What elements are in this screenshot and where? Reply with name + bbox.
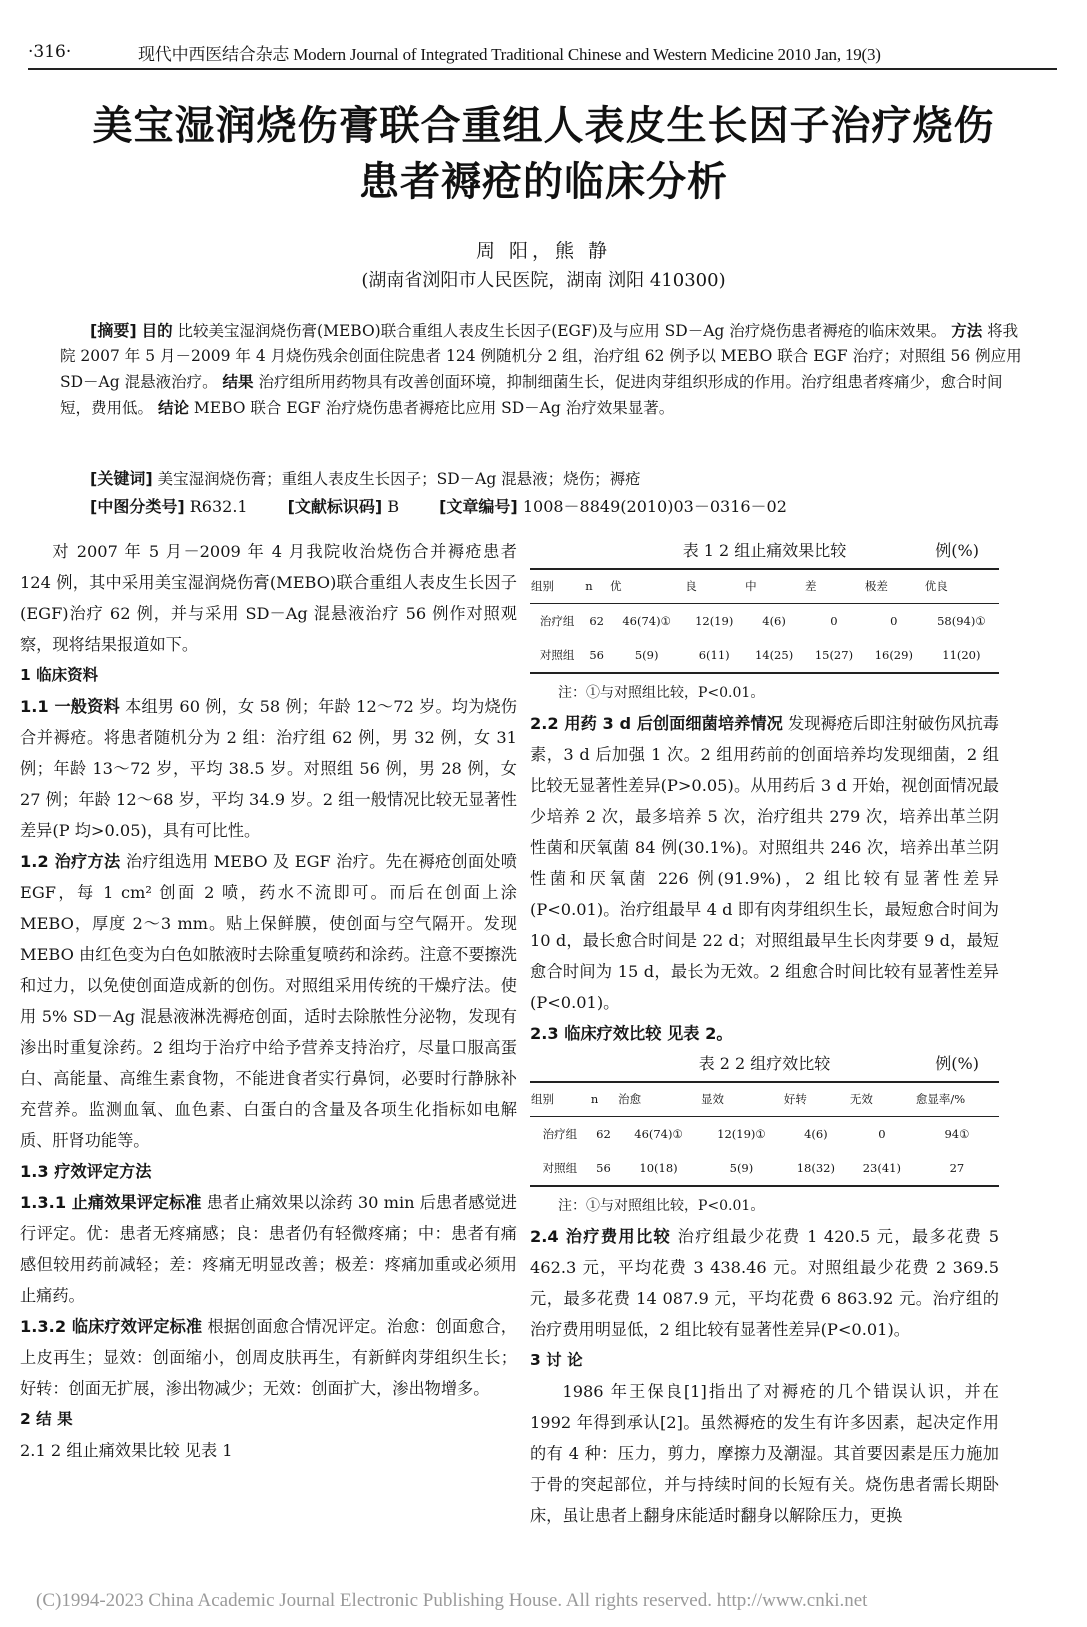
table-cell: 5(9) [609,638,684,673]
table-cell: 14(25) [744,638,804,673]
table-cell: 94① [944,1126,970,1141]
table-header-cell: 无效 [849,1082,915,1117]
table-1-unit: 例(%) [935,541,979,560]
abstract-objective: 比较美宝湿润烧伤膏(MEBO)联合重组人表皮生长因子(EGF)及与应用 SD－Ag 治疗烧伤患者褥疮的临床效果。 [177,322,947,340]
table-cell: 对照组 [530,638,584,673]
section-1-2-text: 治疗组选用 MEBO 及 EGF 治疗。先在褥疮创面处喷 EGF，每 1 cm² 创面 2 喷，药水不流即可。而后在创面上涂 MEBO，厚度 2～3 mm。贴上保鲜膜，使创面与空气隔开。发现 MEBO 由红色变为白色如脓液时去除重复喷药和涂药。注意不要擦洗和过力，以免使创面造成新的创伤。对照组采用传统的干燥疗法。使用 5% SD－Ag 混悬液淋洗褥疮创面，适时去除脓性分泌物，发现有渗出时重复涂药。2 组均于治疗中给予营养支持治疗，尽量口服高蛋白、高能量、高维生素食物，不能进食者实行鼻饲，必要时行静脉补充营养。监测血氧、血色素、白蛋白的含量及各项生化指标如电解质、肝肾功能等。 [20,852,517,1150]
journal-citation: 现代中西医结合杂志 Modern Journal of Integrated Traditional Chinese and Western Medicine 2010 Jan, 19(3) [138,44,881,64]
abstract-methods: 将我院 2007 年 5 月－2009 年 4 月烧伤残余创面住院患者 124 例随机分 2 组，治疗组 62 例予以 MEBO 联合 EGF 治疗；对照组 56 例应用 SD－Ag 混悬液治疗。 [60,322,1022,391]
table-header-cell: 好转 [783,1082,849,1117]
abstract-methods-label: 方法 [951,321,983,340]
document-code-value: B [387,497,400,516]
table-header-cell: 良 [684,569,744,604]
table-cell: 16(29) [864,638,924,673]
table-cell: 18(32) [783,1151,849,1186]
table-cell: 对照组 [530,1151,590,1186]
table-cell: 58(94)① [937,613,986,628]
abstract-conclusion-label: 结论 [157,398,189,417]
section-2-3: 2.3 临床疗效比较 见表 2。 [530,1024,733,1043]
table-cell: 11(20) [924,638,999,673]
title-line-2: 患者褥疮的临床分析 [359,159,728,205]
table-cell: 0 [878,1126,886,1141]
table-2 [530,1081,999,1187]
section-1-3-2-text: 根据创面愈合情况评定。治愈：创面愈合，上皮再生；显效：创面缩小，创周皮肤再生，有新鲜肉芽组织生长；好转：创面无扩展，渗出物减少；无效：创面扩大，渗出物增多。 [20,1317,517,1398]
table-cell: 56 [584,638,609,673]
title-line-1: 美宝湿润烧伤膏联合重组人表皮生长因子治疗烧伤 [92,103,995,149]
table-header-cell: 治愈 [617,1082,700,1117]
authors: 周 阳，熊 静 [475,240,612,262]
clc-value: R632.1 [189,497,248,516]
section-2-4-text: 治疗组最少花费 1 420.5 元，最多花费 5 462.3 元，平均花费 3 438.46 元。对照组最少花费 2 369.5 元，最多花费 14 087.9 元，平均花费 6 863.92 元。治疗组的治疗费用明显低，2 组比较有显著性差异(P<0.01)。 [530,1227,1000,1339]
table-1-title: 表 1 2 组止痛效果比较 [682,541,847,560]
table-cell: 62 [589,613,604,628]
classification-row [90,494,1030,519]
article-title [0,98,1087,210]
intro-paragraph: 对 2007 年 5 月－2009 年 4 月我院收治烧伤合并褥疮患者 124 例，其中采用美宝湿润烧伤膏(MEBO)联合重组人表皮生长因子(EGF)治疗 62 例，并与采用 SD－Ag 混悬液治疗 56 例作对照观察，现将结果报道如下。 [20,542,517,654]
table-2-unit: 例(%) [935,1054,979,1073]
keywords [60,466,1060,492]
section-2-2 [530,708,999,1018]
table-cell: 56 [590,1151,617,1186]
section-1-1 [20,691,517,846]
section-3-heading: 3 讨 论 [530,1351,583,1369]
table-2-caption [530,1049,999,1079]
table-header-cell: n [590,1082,617,1117]
table-cell: 治疗组 [542,1126,578,1141]
article-id [439,494,787,519]
table-cell: 5(9) [700,1151,783,1186]
section-3-text: 1986 年王保良[1]指出了对褥疮的几个错误认识，并在 1992 年得到承认[2]。虽然褥疮的发生有许多因素，起决定作用的有 4 种：压力，剪力，摩擦力及潮湿。其首要因素是压力施加于骨的突起部位，并与持续时间的长短有关。烧伤患者需长期卧床，虽让患者上翻身床能适时翻身以解除压力，更换 [530,1382,999,1525]
table-row [530,1117,999,1152]
section-1-3-1-heading: 1.3.1 止痛效果评定标准 [20,1193,202,1212]
document-code-label: [文献标识码] [287,497,383,516]
table-cell: 27 [915,1151,999,1186]
section-1-heading: 1 临床资料 [20,666,99,684]
clc-label: [中图分类号] [90,497,185,516]
table-header-cell: 组别 [530,569,584,604]
table-header-cell: 优良 [924,569,999,604]
section-2-heading: 2 结 果 [20,1410,73,1428]
section-2-1: 2.1 2 组止痛效果比较 见表 1 [20,1441,233,1460]
table-cell: 0 [830,613,838,628]
section-2-2-heading: 2.2 用药 3 d 后创面细菌培养情况 [530,714,783,733]
section-1-2 [20,846,517,1156]
affiliation: (湖南省浏阳市人民医院，湖南 浏阳 410300) [361,270,726,291]
abstract-conclusion: MEBO 联合 EGF 治疗烧伤患者褥疮比应用 SD－Ag 治疗效果显著。 [193,399,675,417]
table-cell: 12(19) [695,613,734,628]
clc-number [90,494,248,519]
table-header-cell: 愈显率/% [915,1082,999,1117]
table-1 [530,568,999,674]
section-1-1-heading: 1.1 一般资料 [20,697,120,716]
right-column [530,536,999,1531]
table-header-cell: 组别 [530,1082,590,1117]
section-1-3-heading: 1.3 疗效评定方法 [20,1162,152,1181]
table-cell: 6(11) [684,638,744,673]
table-2-title: 表 2 2 组疗效比较 [698,1054,831,1073]
left-column [20,536,517,1466]
table-1-note: 注：①与对照组比较，P<0.01。 [558,685,765,701]
table-cell: 46(74)① [622,613,671,628]
section-1-3-1 [20,1187,517,1311]
abstract [60,318,1030,421]
table-cell: 治疗组 [539,613,575,628]
running-header [28,36,1057,70]
table-row [530,1151,999,1186]
copyright-footer: (C)1994-2023 China Academic Journal Electronic Publishing House. All rights reserved. http://www.cnki.net [36,1590,868,1611]
keywords-text: 美宝湿润烧伤膏；重组人表皮生长因子；SD－Ag 混悬液；烧伤；褥疮 [157,470,641,488]
article-id-label: [文章编号] [439,497,518,516]
table-header-cell: 差 [804,569,864,604]
table-header-cell: 极差 [864,569,924,604]
table-header-cell: 显效 [700,1082,783,1117]
table-cell: 4(6) [804,1126,828,1141]
table-cell: 0 [890,613,898,628]
table-cell: 4(6) [762,613,786,628]
section-1-1-text: 本组男 60 例，女 58 例；年龄 12～72 岁。均为烧伤合并褥疮。将患者随机分为 2 组：治疗组 62 例，男 32 例，女 31 例；年龄 13～72 岁，平均 38.5 岁。对照组 56 例，男 28 例，女 27 例；年龄 12～68 岁，平均 34.9 岁。2 组一般情况比较无显著性差异(P 均>0.05)，具有可比性。 [20,697,517,840]
table-cell: 10(18) [617,1151,700,1186]
section-1-3-1-text: 患者止痛效果以涂药 30 min 后患者感觉进行评定。优：患者无疼痛感；良：患者仍有轻微疼痛；中：患者有痛感但较用药前减轻；差：疼痛无明显改善；极差：疼痛加重或必须用止痛药。 [20,1193,517,1305]
table-cell: 62 [596,1126,611,1141]
table-header-cell: n [584,569,609,604]
table-header-cell: 中 [744,569,804,604]
table-cell: 12(19)① [717,1126,766,1141]
abstract-objective-label: 目的 [141,321,173,340]
section-2-4 [530,1221,999,1345]
table-2-note: 注：①与对照组比较，P<0.01。 [558,1198,765,1214]
document-code [288,494,400,519]
table-cell: 15(27) [804,638,864,673]
section-2-2-text: 发现褥疮后即注射破伤风抗毒素，3 d 后加强 1 次。2 组用药前的创面培养均发现细菌，2 组比较无显著性差异(P>0.05)。从用药后 3 d 开始，视创面情况最少培养 2 次，最多培养 5 次，治疗组共 279 次，培养出革兰阴性菌和厌氧菌 84 例(30.1%)。对照组共 246 次，培养出革兰阴性菌和厌氧菌 226 例(91.9%)，2 组比较有显著性差异(P<0.01)。治疗组最早 4 d 即有肉芽组织生长，最短愈合时间为 10 d，最长愈合时间是 22 d；对照组最早生长肉芽要 9 d，最短愈合时间为 15 d，最长为无效。2 组愈合时间比较有显著性差异(P<0.01)。 [530,714,999,1012]
table-cell: 46(74)① [634,1126,683,1141]
article-id-value: 1008－8849(2010)03－0316－02 [522,497,787,516]
section-1-3-2-heading: 1.3.2 临床疗效评定标准 [20,1317,203,1336]
keywords-label: [关键词] [90,469,153,488]
table-row [530,604,999,639]
table-header-cell: 优 [609,569,684,604]
section-1-2-heading: 1.2 治疗方法 [20,852,121,871]
page-number: ·316· [28,42,72,62]
abstract-results: 治疗组所用药物具有改善创面环境，抑制细菌生长，促进肉芽组织形成的作用。治疗组患者疼痛少，愈合时间短，费用低。 [60,373,1003,417]
table-1-caption [530,536,999,566]
section-2-4-heading: 2.4 治疗费用比较 [530,1227,672,1246]
abstract-label: [摘要] [90,321,137,340]
table-row [530,638,999,673]
abstract-results-label: 结果 [222,372,254,391]
section-1-3-2 [20,1311,517,1404]
table-cell: 23(41) [849,1151,915,1186]
